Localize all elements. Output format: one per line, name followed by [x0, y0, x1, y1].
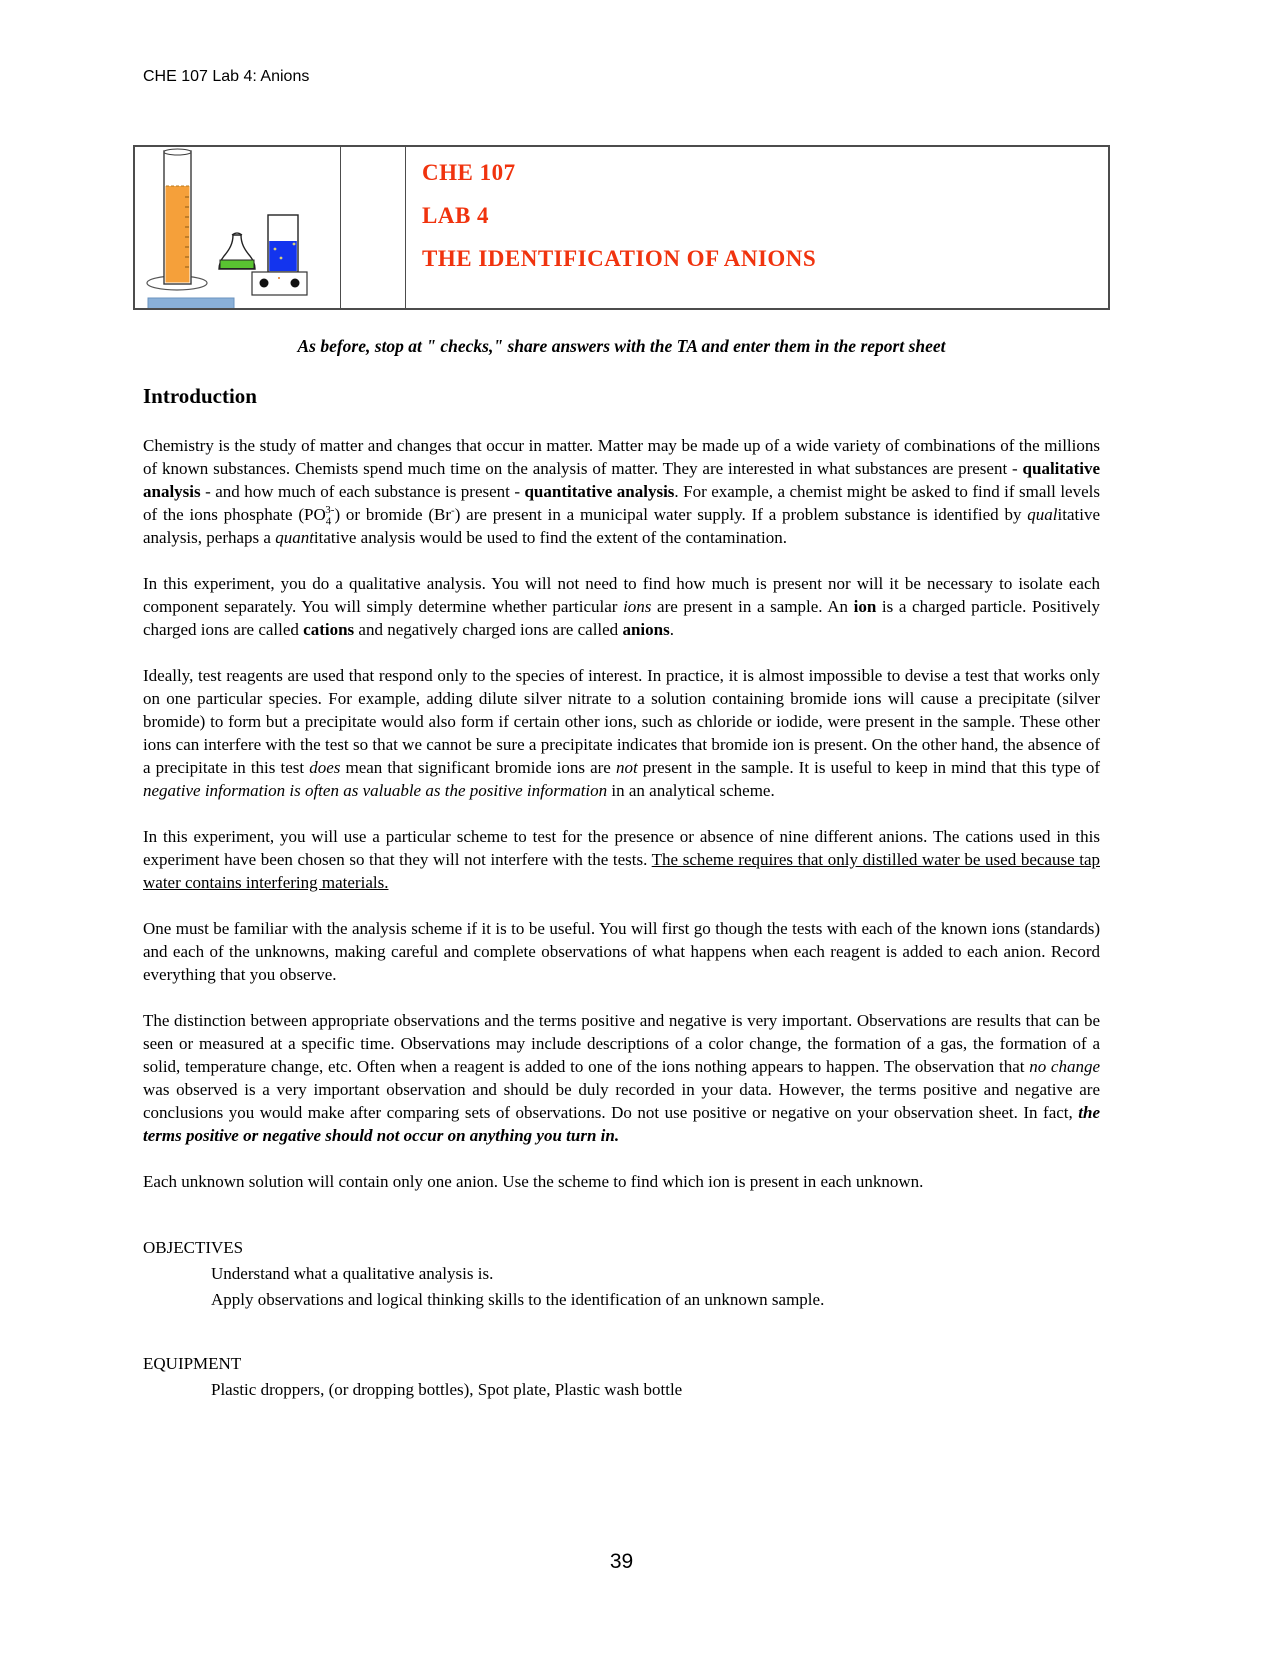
text-run: ) are present in a municipal water supply. If a problem substance is identified by — [454, 505, 1028, 524]
intro-paragraph-6 — [143, 1009, 1100, 1147]
intro-paragraph-7 — [143, 1170, 1100, 1193]
text-run: . — [669, 620, 674, 639]
text-run: Chemistry is the study of matter and changes that occur in matter. Matter may be made up of a wide variety of combinations of the millions of known substances. Chemists spend much time on the analysis of matter. They are interested in what substances are present - — [143, 436, 1100, 478]
equipment-heading: EQUIPMENT — [143, 1354, 242, 1373]
text-run-bold: cations — [303, 620, 355, 639]
text-run-italic: does — [309, 758, 341, 777]
text-run-bold: anions — [622, 620, 670, 639]
text-run-bold: quantitative analysis — [524, 482, 675, 501]
title-table — [133, 145, 1110, 310]
text-run: In this experiment, you do a qualitative analysis. You will not need to find how much is present nor will it be necessary to isolate each component separately. You will simply determine whether particular — [143, 574, 1100, 616]
beaker-liquid — [269, 241, 297, 271]
text-run: itative analysis, perhaps a — [143, 505, 1101, 547]
text-run: is a charged particle. Positively charged ions are called — [143, 597, 1100, 639]
text-run: itative analysis would be used to find the extent of the contamination. — [313, 528, 787, 547]
text-run: mean that significant bromide ions are — [340, 758, 616, 777]
phosphate-subscript: 4 — [325, 515, 332, 528]
ta-notice-line: As before, stop at " checks," share answers with the TA and enter them in the report sheet — [297, 336, 946, 356]
document-header: CHE 107 Lab 4: Anions — [143, 68, 310, 85]
text-run: One must be familiar with the analysis scheme if it is to be useful. You will first go though the tests with each of the known ions (standards) and each of the unknowns, making careful and complete observations of what happens when each reagent is added to each anion. Record everything that you observe. — [143, 919, 1100, 984]
text-run-italic: ions — [623, 597, 652, 616]
text-run: are present in a sample. An — [651, 597, 854, 616]
text-run-italic: negative information is often as valuable as the positive information — [143, 781, 608, 800]
text-run-italic: qual — [1027, 505, 1058, 524]
text-run-underlined: The scheme requires that only distilled water be used because tap water contains interfering materials. — [143, 850, 1100, 892]
spot-well — [260, 279, 269, 288]
cylinder-liquid — [166, 186, 190, 283]
text-run-italic: quant — [275, 528, 314, 547]
text-run: Each unknown solution will contain only one anion. Use the scheme to find which ion is present in each unknown. — [143, 1172, 924, 1191]
empty-table-cell — [341, 147, 406, 308]
text-run: ) or bromide (Br — [334, 505, 452, 524]
text-run: . For example, a chemist might be asked to find if small levels of the ions phosphate (PO — [143, 482, 1100, 524]
lab-number-title: LAB 4 — [422, 203, 490, 228]
objective-item: Apply observations and logical thinking skills to the identification of an unknown sample. — [211, 1290, 825, 1309]
course-title: CHE 107 — [422, 160, 516, 185]
text-run: in an analytical scheme. — [607, 781, 775, 800]
glassware-image-cell — [135, 147, 341, 308]
intro-paragraph-1 — [143, 434, 1100, 549]
intro-paragraph-4 — [143, 825, 1100, 894]
page-number: 39 — [609, 1550, 634, 1573]
text-run-bold: qualitative analysis — [143, 459, 1100, 501]
text-run: The distinction between appropriate observations and the terms positive and negative is very important. Observations are results that can be seen or measured at a specific time. Observations may include descriptions of a color change, the formation of a gas, the formation of a solid, temperature change, etc. Often when a reagent is added to one of the ions nothing appears to happen. The observation that — [143, 1011, 1100, 1076]
text-run: Ideally, test reagents are used that respond only to the species of interest. In practice, it is almost impossible to devise a test that works only on one particular species. For example, adding dilute silver nitrate to a solution containing bromide ions will cause a precipitate (silver bromide) to form but a precipitate would also form if certain other ions, such as chloride or iodide, were present in the sample. These other ions can interfere with the test so that we cannot be sure a precipitate indicates that bromide ion is present. On the other hand, the absence of a precipitate in this test — [143, 666, 1100, 777]
objectives-heading: OBJECTIVES — [143, 1238, 244, 1257]
objective-item: Understand what a qualitative analysis is. — [211, 1264, 494, 1283]
text-run-italic: no change — [1029, 1057, 1100, 1076]
lab-name-title: THE IDENTIFICATION OF ANIONS — [422, 246, 817, 271]
introduction-heading: Introduction — [143, 384, 257, 408]
flask-liquid — [220, 260, 254, 269]
text-run: present in the sample. It is useful to keep in mind that this type of — [637, 758, 1100, 777]
spot-well — [291, 279, 300, 288]
intro-paragraph-3 — [143, 664, 1100, 802]
text-run: In this experiment, you will use a particular scheme to test for the presence or absence of nine different anions. The cations used in this experiment have been chosen so that they will not interfere with the tests. — [143, 827, 1100, 869]
bench-bar — [148, 298, 234, 308]
title-text-cell — [406, 147, 1108, 308]
text-run-bold-italic: the terms positive or negative should not occur on anything you turn in. — [143, 1103, 1100, 1145]
text-run: and negatively charged ions are called — [354, 620, 623, 639]
intro-paragraph-5 — [143, 917, 1100, 986]
phosphate-charge-superscript: 3- — [325, 504, 335, 517]
document-body — [143, 336, 1100, 1403]
lab-glassware-image — [135, 147, 338, 308]
text-run-bold: ion — [853, 597, 877, 616]
text-run: - and how much of each substance is present - — [200, 482, 525, 501]
bromide-charge-superscript: - — [451, 504, 455, 517]
equipment-item: Plastic droppers, (or dropping bottles), Spot plate, Plastic wash bottle — [211, 1380, 683, 1399]
intro-paragraph-2 — [143, 572, 1100, 641]
text-run-italic: not — [615, 758, 638, 777]
text-run: was observed is a very important observation and should be duly recorded in your data. However, the terms positive and negative are conclusions you would make after comparing sets of observations. Do not use positive or negative on your observation sheet. In fact, — [143, 1080, 1100, 1122]
